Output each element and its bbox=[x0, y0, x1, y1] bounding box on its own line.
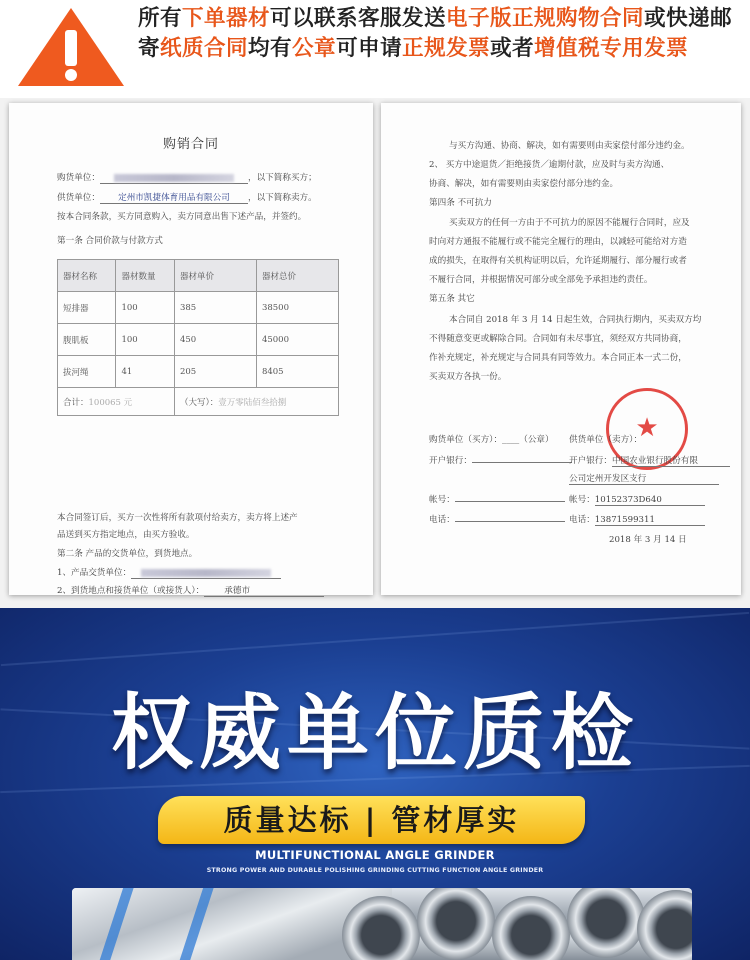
contract-title: 购销合同 bbox=[162, 137, 219, 152]
table-total-cell bbox=[58, 388, 175, 416]
article-4-p4: 不履行合同，并根据情况可部分或全部免予承担违约责任。 bbox=[429, 275, 653, 285]
para-1: 本合同签订后，买方一次性将所有款项付给卖方，卖方将上述产 bbox=[57, 513, 298, 523]
table-header-cell: 器材名称 bbox=[58, 260, 116, 292]
notice-plain: 或者 bbox=[490, 36, 535, 61]
table-cell: 腹肌板 bbox=[58, 324, 116, 356]
table-row bbox=[58, 292, 339, 324]
notice-text bbox=[138, 4, 743, 64]
buyer-account: 帐号： bbox=[429, 493, 565, 505]
notice-plain: 所有 bbox=[138, 6, 183, 31]
table-total-row bbox=[58, 388, 339, 416]
price-table bbox=[57, 259, 339, 416]
notice-plain: 可以联系客服发送 bbox=[270, 6, 447, 31]
article-4-heading: 第四条 不可抗力 bbox=[429, 198, 492, 208]
notice-plain: 可申请 bbox=[336, 36, 403, 61]
table-cell: 450 bbox=[174, 324, 256, 356]
article-5-p1: 本合同自 2018 年 3 月 14 日起生效，合同执行期内，买卖双方均 bbox=[449, 315, 702, 325]
notice-highlight: 正规发票 bbox=[402, 36, 491, 61]
table-cell: 短排器 bbox=[58, 292, 116, 324]
quality-pill bbox=[158, 796, 585, 844]
r-line-2: 2、 买方中途退货／拒绝接货／逾期付款，应及时与卖方沟通、 bbox=[429, 160, 670, 170]
banner-subtitle: MULTIFUNCTIONAL ANGLE GRINDER bbox=[255, 848, 495, 862]
total-value: 100065 元 bbox=[88, 397, 133, 408]
table-header-row bbox=[58, 260, 339, 292]
buyer-phone: 电话： bbox=[429, 513, 565, 525]
quality-banner bbox=[0, 608, 750, 960]
para-1b: 品送到买方指定地点，由买方验收。 bbox=[57, 530, 195, 540]
table-cell: 100 bbox=[116, 292, 174, 324]
table-cell: 41 bbox=[116, 356, 174, 388]
notice-highlight: 公章 bbox=[292, 36, 337, 61]
table-total-upper-cell bbox=[174, 388, 338, 416]
buyer-bank: 开户银行： bbox=[429, 454, 572, 466]
delivery-unit-line: 1、产品交货单位： bbox=[57, 566, 281, 579]
article-2-heading: 第二条 产品的交货单位，到货地点。 bbox=[57, 549, 198, 559]
table-cell: 100 bbox=[116, 324, 174, 356]
pipes-image bbox=[72, 888, 692, 960]
article-4-p1: 买卖双方的任何一方由于不可抗力的原因不能履行合同时，应及 bbox=[449, 218, 690, 228]
contract-date: 2018 年 3 月 14 日 bbox=[609, 535, 687, 545]
contract-page-1 bbox=[9, 103, 373, 595]
banner-subtitle-small: STRONG POWER AND DURABLE POLISHING GRINDING CUTTING FUNCTION ANGLE GRINDER bbox=[206, 867, 544, 874]
notice-highlight: 下单器材 bbox=[182, 6, 271, 31]
seller-signature: 供货单位（卖方）： bbox=[569, 435, 643, 445]
article-5-p4: 买卖双方各执一份。 bbox=[429, 372, 507, 382]
seller-phone: 电话：13871599311 bbox=[569, 513, 705, 526]
buyer-line: 购货单位： ，以下简称买方； bbox=[57, 173, 317, 183]
notice-highlight: 增值税专用发票 bbox=[534, 36, 689, 61]
r-line-3: 协商、解决，如有需要则由卖家偿付部分违约金。 bbox=[429, 179, 619, 189]
seller-account: 帐号：10152373D640 bbox=[569, 493, 705, 506]
notice-plain: 均有 bbox=[248, 36, 293, 61]
quality-pill-text: 质量达标 | 管材厚实 bbox=[223, 803, 520, 837]
table-cell: 385 bbox=[174, 292, 256, 324]
notice-plain: 或快递邮寄 bbox=[138, 6, 733, 61]
article-4-p2: 时向对方通报不能履行或不能完全履行的理由，以减轻可能给对方造 bbox=[429, 237, 687, 247]
table-row bbox=[58, 324, 339, 356]
total-upper-value: 壹万零陆佰叁拾捌 bbox=[218, 397, 287, 408]
banner-title: 权威单位质检 bbox=[110, 686, 639, 781]
company-seal: ★ bbox=[606, 388, 688, 470]
notice-banner bbox=[0, 0, 750, 98]
intro-text: 按本合同条款，买方同意购入，卖方同意出售下述产品，并签约。 bbox=[57, 212, 307, 222]
contract-section bbox=[0, 98, 750, 608]
article-1-heading: 第一条 合同价款与付款方式 bbox=[57, 236, 163, 246]
notice-highlight: 纸质合同 bbox=[160, 36, 249, 61]
delivery-place-line: 2、到货地点和接货单位（或接货人）： 承德市 bbox=[57, 584, 324, 597]
article-4-p3: 成的损失，在取得有关机构证明以后，允许延期履行、部分履行或者 bbox=[429, 256, 687, 266]
buyer-signature: 购货单位（买方）：____（公章） bbox=[429, 435, 554, 445]
table-header-cell: 器材总价 bbox=[256, 260, 338, 292]
table-cell: 38500 bbox=[256, 292, 338, 324]
article-5-p3: 作补充规定，补充规定与合同具有同等效力。本合同正本一式二份， bbox=[429, 353, 687, 363]
article-5-heading: 第五条 其它 bbox=[429, 294, 475, 304]
seller-bank-2: 公司定州开发区支行 bbox=[569, 472, 719, 485]
table-row bbox=[58, 356, 339, 388]
r-line-1: 与买方沟通、协商、解决，如有需要则由卖家偿付部分违约金。 bbox=[449, 141, 690, 151]
seller-bank: 开户银行：中国农业银行股份有限 bbox=[569, 454, 730, 467]
table-cell: 拔河绳 bbox=[58, 356, 116, 388]
article-5-p2: 不得随意变更或解除合同。合同如有未尽事宜，须经双方共同协商， bbox=[429, 334, 687, 344]
table-cell: 205 bbox=[174, 356, 256, 388]
table-cell: 45000 bbox=[256, 324, 338, 356]
table-header-cell: 器材单价 bbox=[174, 260, 256, 292]
seller-line: 供货单位： 定州市凯捷体育用品有限公司 ，以下简称卖方。 bbox=[57, 193, 317, 203]
warning-icon bbox=[16, 6, 126, 88]
total-upper-label: （大写）： bbox=[179, 397, 219, 408]
table-header-cell: 器材数量 bbox=[116, 260, 174, 292]
total-label: 合计： bbox=[63, 397, 89, 408]
notice-highlight: 电子版正规购物合同 bbox=[446, 6, 645, 31]
table-cell: 8405 bbox=[256, 356, 338, 388]
contract-page-2 bbox=[381, 103, 741, 595]
